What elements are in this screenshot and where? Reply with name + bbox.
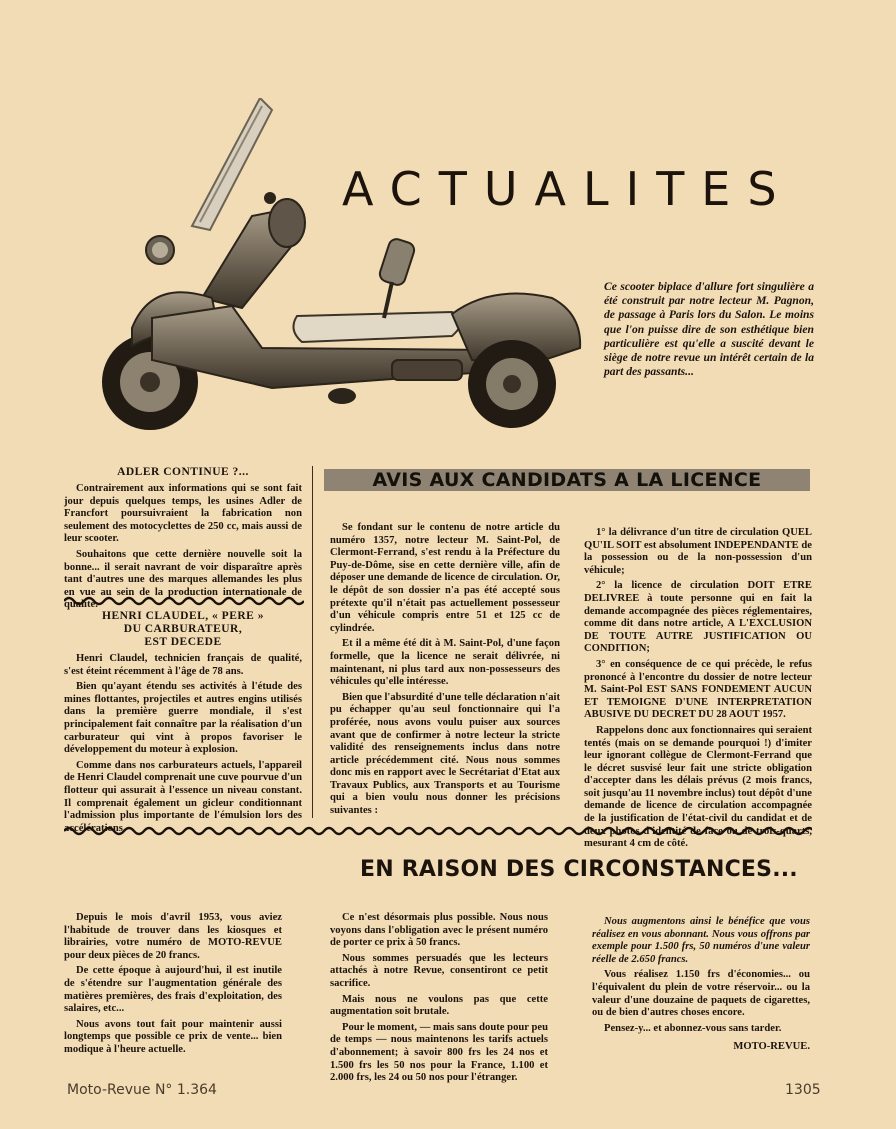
raison-paragraph: Vous réalisez 1.150 frs d'économies... ou l'équivalent du plein de votre réservoir... ou la valeur d'une douzaine de paquets de cigarettes, ou de bien d'autres choses encore. <box>592 969 810 1019</box>
avis-banner <box>324 469 810 491</box>
raison-paragraph: Nous sommes persuadés que les lecteurs attachés à notre Revue, consentiront ce petit sacrifice. <box>330 952 548 989</box>
claudel-title-1: HENRI CLAUDEL, « PERE » <box>102 610 264 622</box>
claudel-paragraph: Comme dans nos carburateurs actuels, l'appareil de Henri Claudel comprenait une cuve pourvue d'un flotteur qui assurait à l'essence un niveau constant. Il comprenait également un gicleur conditionnant l'admission plus importante de l'émulsion lors des accélérations. <box>64 759 302 834</box>
wavy-divider <box>64 826 812 836</box>
claudel-paragraph: Henri Claudel, technicien français de qualité, s'est éteint récemment à l'âge de 78 ans. <box>64 653 302 677</box>
raison-paragraph: Pensez-y... et abonnez-vous sans tarder. <box>604 1022 782 1034</box>
claudel-title-2: DU CARBURATEUR, <box>123 623 243 635</box>
photo-caption: Ce scooter biplace d'allure fort singulière a été construit par notre lecteur M. Pagnon, de passage à Paris lors du Salon. Le moins que l'on puisse dire de son esthétique bien particulière est qu'elle a suscité devant le siège de notre revue un intérêt certain de la part des passants... <box>604 280 814 379</box>
avis-banner-text: AVIS AUX CANDIDATS A LA LICENCE <box>372 469 762 491</box>
raison-paragraph: Depuis le mois d'avril 1953, vous aviez l'habitude de trouver dans les kiosques et librairies, votre numéro de MOTO-REVUE pour deux pièces de 20 francs. <box>64 912 282 961</box>
raison-paragraph: De cette époque à aujourd'hui, il est inutile de s'étendre sur l'augmentation générale des matières premières, des frais d'exploitation, des salaires, etc... <box>64 965 282 1015</box>
page-headline: ACTUALITES <box>342 162 794 216</box>
avis-paragraph: 3° en conséquence de ce qui précède, le refus prononcé à l'encontre du dossier de notre lecteur M. Saint-Pol EST SANS FONDEMENT AUCUN ET TEMOIGNE D'UNE INTERPRETATION ABUSIVE DU DECRET DU 28 AOUT 1957. <box>584 658 812 721</box>
raison-column-3 <box>592 916 810 1057</box>
left-column <box>64 466 302 615</box>
avis-paragraph: Et il a même été dit à M. Saint-Pol, d'une façon formelle, que la licence ne serait délivrée, ni maintenant, ni plus tard aux non-possesseurs des véhicules qu'elle intéresse. <box>330 638 560 688</box>
raison-paragraph: Nous avons tout fait pour maintenir aussi longtemps que possible ce prix de vente... bien modique à l'heure actuelle. <box>64 1018 282 1055</box>
scooter-photo <box>92 98 592 438</box>
raison-signature: MOTO-REVUE. <box>733 1041 810 1053</box>
adler-title: ADLER CONTINUE ?... <box>117 466 249 478</box>
raison-column-1 <box>64 912 282 1060</box>
adler-paragraph: Contrairement aux informations qui se sont fait jour depuis quelques temps, les usines Adler de Francfort poursuivraient la fabrication non seulement des motocyclettes de 250 cc, mais aussi de leur scooter. <box>64 483 302 545</box>
adler-paragraph: Souhaitons que cette dernière nouvelle soit la bonne... il serait navrant de voir disparaître après tant d'autres une des marques allemandes les plus en vue au sein de la production internationale de qualité. <box>64 548 302 611</box>
raison-column-2 <box>330 912 548 1088</box>
avis-column-1 <box>330 522 560 821</box>
claudel-paragraph: Bien qu'ayant étendu ses activités à l'étude des mines flottantes, projectiles et autres engins utilisés dans la première guerre mondiale, il s'est principalement fait connaître par la réalisation d'un carburateur qui vint à propos favoriser le développement du moteur à explosion. <box>64 681 302 756</box>
raison-title: EN RAISON DES CIRCONSTANCES... <box>360 857 798 882</box>
avis-paragraph: 1° la délivrance d'un titre de circulation QUEL QU'IL SOIT est absolument INDEPENDANTE de la possession ou de la non-possession d'un véhicule; <box>584 527 812 576</box>
raison-paragraph: Nous augmentons ainsi le bénéfice que vous réalisez en vous abonnant. Nous vous offrons par exemple pour 1.500 frs, 50 numéros d'une valeur réelle de 2.650 francs. <box>592 916 810 965</box>
avis-paragraph: Se fondant sur le contenu de notre article du numéro 1357, notre lecteur M. Saint-Pol, de Clermont-Ferrand, s'est rendu à la Préfecture du Puy-de-Dôme, sise en cette dernière ville, afin de déposer une demande de licence de circulation. Or, le dépôt de son dossier n'a pas été accepté sous prétexte qu'il n'était pas actuellement possesseur d'un véhicule compris entre 51 et 125 cc de cylindrée. <box>330 522 560 634</box>
claudel-column <box>64 610 302 838</box>
page-number: 1305 <box>785 1082 821 1098</box>
raison-paragraph: Ce n'est désormais plus possible. Nous nous voyons dans l'obligation avec le présent numéro de porter ce prix à 50 francs. <box>330 912 548 949</box>
avis-paragraph: Rappelons donc aux fonctionnaires qui seraient tentés (mais on se demande pourquoi !) d'imiter leur ignorant collègue de Clermont-Ferrand que le décret susvisé leur fait une stricte obligation d'accepter dans les délais prévus (2 mois francs, soit jusqu'au 11 novembre inclus) tout dépôt d'une demande de licence de circulation accompagnée de la justification de l'état-civil du candidat et de deux photos d'identité de face ou de trois-quarts, mesurant 4 cm de côté. <box>584 724 812 850</box>
wavy-divider <box>64 596 304 606</box>
raison-paragraph: Mais nous ne voulons pas que cette augmentation soit brutale. <box>330 993 548 1018</box>
claudel-title-3: EST DECEDE <box>144 636 222 648</box>
avis-column-2 <box>584 527 812 854</box>
raison-paragraph: Pour le moment, — mais sans doute pour peu de temps — nous maintenons les tarifs actuels d'abonnement; à savoir 800 frs les 24 nos et 1.500 frs les 50 nos pour la France, 1.100 et 2.000 frs, les 24 ou 50 nos pour l'étranger. <box>330 1021 548 1084</box>
issue-number: Moto-Revue N° 1.364 <box>67 1082 217 1098</box>
avis-paragraph: 2° la licence de circulation DOIT ETRE DELIVREE à toute personne qui en fait la demande accompagnée des pièces réglementaires, comme dit dans notre article, A L'EXCLUSION DE TOUTE AUTRE JUSTIFICATION OU CONDITION; <box>584 580 812 655</box>
avis-paragraph: Bien que l'absurdité d'une telle déclaration n'ait pu échapper qu'au seul fonctionnaire qui l'a proférée, nous avons voulu puiser aux sources avant que de confirmer à notre lecteur la stricte validité des renseignements inclus dans notre article précédemment cité. Nous nous sommes donc mis en rapport avec le Secrétariat d'Etat aux Travaux Publics, aux Transports et au Tourisme qui a bien voulu nous donner les précisions suivantes : <box>330 691 560 817</box>
column-rule <box>312 466 313 818</box>
